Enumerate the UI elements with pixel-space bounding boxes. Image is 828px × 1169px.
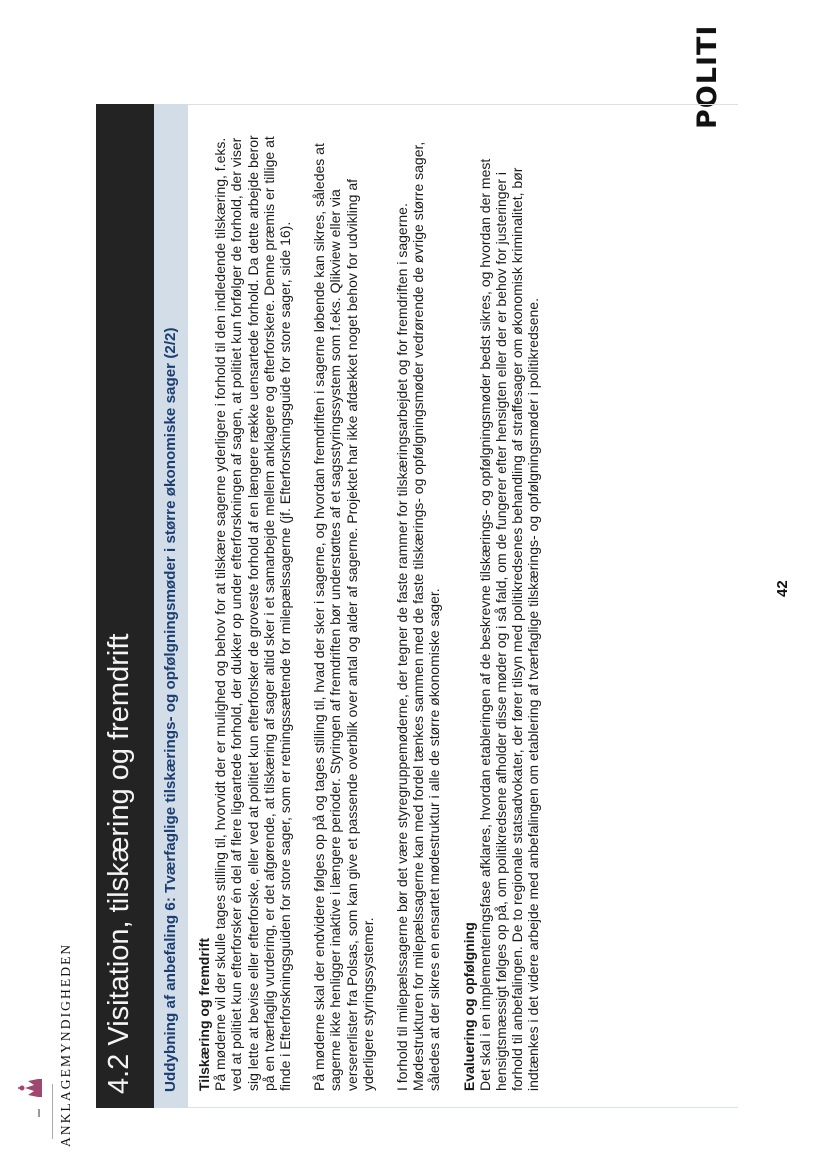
crown-icon (16, 1073, 56, 1103)
page-title: 4.2 Visitation, tilskæring og fremdrift (103, 633, 135, 1094)
title-bar (96, 104, 154, 1108)
section-heading: Evaluering og opfølgning (460, 922, 477, 1091)
page-subtitle: Uddybning af anbefaling 6: Tværfaglige tilskærings- og opfølgningsmøder i større økonomiske sager (2/2) (162, 327, 179, 1092)
politi-logo: POLITI (692, 24, 723, 129)
section-heading: Tilskæring og fremdrift (196, 938, 212, 1091)
logo-line (52, 1084, 53, 1139)
logo-divider (38, 1109, 40, 1117)
paragraph: Det skal i en implementeringsfase afklares, hvordan etableringen af de beskrevne tilskærings- og opfølgningsmøder bedst sikres, og hvordan der mest hensigtsmæssigt følges op på, om politikredsene afholder disse møder og i så fald, om de fungerer efter hensigten eller der er behov for justeringer i forhold til anbefalingen. De to regionale statsadvokater, der fører tilsyn med politikredsenes behandling af straffesager om økonomisk kriminalitet, bør indtænkes i det videre arbejde med anbefalingen om etablering af tværfaglige tilskærings- og opfølgningsmøder i politikredsene. (476, 158, 542, 1091)
anklagemyndigheden-logo (12, 917, 92, 1147)
page-number: 42 (774, 580, 791, 597)
paragraph: I forhold til milepælssagerne bør det være styregruppemøderne, der tegner de faste rammer for tilskæringsarbejdet og for fremdriften i sagerne. Mødestrukturen for milepælssagerne kan med fordel tænkes sammen med de faste tilskærings- og opfølgningsmøder vedrørende de øvrige større sager, således at der sikres en ensartet mødestruktur i alle de større økonomiske sager. (394, 141, 443, 1091)
paragraph: På møderne skal der endvidere følges op på og tages stilling til, hvad der sker i sagerne, og hvordan fremdriften i sagerne løbende kan sikres, således at sagerne ikke henligger inaktive i længere perioder. Styringen af fremdriften bør understøttes af et sagsstyringssystem som f.eks. Qlikview eller via versererlister fra Polsas, som kan give et passende overblik over antal og alder af sagerne. Projektet har ikke afdækket noget behov for udvikling af yderligere styringssystemer. (311, 143, 376, 1091)
org-name: ANKLAGEMYNDIGHEDEN (58, 942, 73, 1147)
subtitle-bar (154, 104, 188, 1108)
content-box (188, 104, 738, 1108)
content-body (196, 126, 542, 1091)
paragraph: På møderne vil der skulle tages stilling til, hvorvidt der er mulighed og behov for at tilskære sagerne yderligere i forhold til den indledende tilskæring, f.eks. ved at politiet kun efterforsker én del af flere ligeartede forhold, der dukker op under efterforskningen af sagen, at politiet kun forfølger de forhold, der viser sig lette at bevise eller efterforske, eller ved at politiet kun efterforsker de groveste forhold af en længere række uensartede forhold. Da dette arbejde beror på en tværfaglig vurdering, er det afgørende, at tilskæring af sager altid sker i et samarbejde mellem anklagere og efterforskere. Denne præmis er tillige at finde i Efterforskningsguiden for store sager, som er retningssættende for milepælssagerne (jf. Efterforskningsguide for store sager, side 16). (212, 135, 294, 1091)
